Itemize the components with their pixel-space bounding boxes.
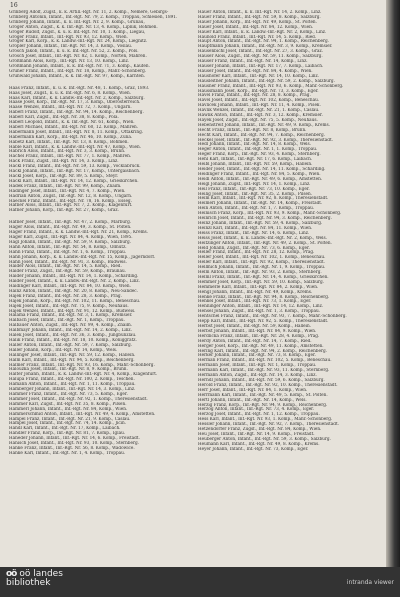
list-entry: Grünwald Johann, Infant., k. k. Inf.-Rgt. Nr. 97, Komp., Kärnten. (9, 73, 146, 78)
list-entry: Hayek Josef, Zugsf., Inf.-Rgt. Nr. 75, 5. Komp., Neuhaus. (198, 117, 318, 122)
list-entry: Heigl Johann, Zugsf., Inf.-Rgt. Nr. 14, 1. Komp., Linz. (198, 181, 311, 186)
list-entry: Hajek Johann, Korp., Inf.-Rgt. Nr. 102, 11. Komp., Beneschau. (9, 298, 141, 303)
list-entry: Hackl Karl, Infant., Inf.-Rgt. Nr. 14, 12. Komp., Grieskirchen. (9, 178, 139, 183)
list-entry: Herdy Anton, Infant., Inf.-Rgt. Nr. 14, 7. Komp., Ried. (198, 338, 312, 343)
list-entry: Herzog Anton, Infant., Inf.-Rgt. Nr. 73, 4. Komp., Eger. (198, 407, 315, 412)
list-entry: Heitzinger Anton, Infant., Inf.-Rgt. Nr. 49, 2. Komp., St. Pölten. (198, 240, 332, 245)
list-entry: Heger Anton, Infant., Inf.-Rgt. Nr. 1, 1. Komp., Troppau. (198, 147, 318, 152)
list-entry: Haussmann Josef, Korp., Inf.-Rgt. Nr. 73, 3. Komp., Eger. (198, 88, 319, 93)
list-entry: Hahn Josef, Infant., Inf.-Rgt. Nr. 91, 3. Komp., Budweis. (9, 259, 127, 264)
list-entry: Hermann Karl, Infant., Inf.-Rgt. Nr. 93, 11. Komp., Sternberg. (198, 368, 330, 373)
list-entry: Hamann Anton, Infant., Inf.-Rgt. Nr. 1, 11. Komp., Troppau. (9, 382, 136, 387)
list-entry: Hebenstreit Johann, Infant., Inf.-Rgt. Nr. 49, 9. Komp., Krems. (198, 122, 330, 127)
list-entry: Hausner Franz, Infant., Inf.-Rgt. Nr. 93, 6. Komp., Mähr.-Schönberg. (198, 83, 344, 88)
list-entry: Haberl Leopold, Infant., k. k. Inf.-Rgt. Nr. 61, Komp., Wien. (9, 120, 135, 125)
list-entry: Havel Franz, Infant., Inf.-Rgt. Nr. 28, 8. Komp., Prag. (198, 93, 311, 98)
list-entry: Hack Franz, Zugsf., Inf.-Rgt. Nr. 14, 3. Komp., Linz. (9, 159, 119, 164)
logo-text-line2: bibliothek (6, 578, 51, 588)
list-entry: Hauer Johann, Korp., Inf.-Rgt. Nr. 49, Komp., St. Pölten. (198, 19, 317, 24)
list-entry: Hackl Franz, Infant., Inf.-Rgt. Nr. 59, 13. Komp., Vöcklabruck. (9, 164, 141, 169)
list-entry: Hallinger Josef, Infant., Inf.-Rgt. Nr. 59, 12. Komp., Hallein. (9, 352, 136, 357)
list-entry: Hausenbichl Josef, Infant., Inf.-Rgt. Nr. 27, 3. Komp., Graz. (198, 49, 323, 54)
list-entry: Haller Anton, Infant., Inf.-Rgt. Nr. 59, 7. Komp., Salzburg. (9, 342, 133, 347)
list-entry: Hauser Alois, Zugsf., Inf.-Rgt. Nr. 59, 11. Komp., Salzburg. (198, 54, 323, 59)
list-entry: Halter Johann, Infant., k. k. Landw.-Inf.-Rgt. Nr. 4, Komp., Klagenfurt. (9, 372, 158, 377)
list-entry: Heller Franz, Infant., Inf.-Rgt. Nr. 28, 12. Komp., Prag. (198, 250, 315, 255)
page-gutter-shadow (386, 0, 400, 567)
list-entry: Handl Karl, Infant., Inf.-Rgt. Nr. 17, Komp., Laibach. (9, 426, 121, 431)
list-entry: Gröpler Johann, Infant., Inf.-Rgt. Nr. 14, 3. Komp., Vöslau. (9, 44, 133, 49)
list-entry: Großmann Johann, Infant., k. k. Inf.-Rgt. Nr. 71, 3. Komp., Kaufen. (9, 63, 150, 68)
list-entry: Hable Karl, Infant., k. k. Landw.-Inf.-Rgt. Nr. 47, Komp., Wien. (9, 144, 142, 149)
list-entry: Herman Franz, Infant., Inf.-Rgt. Nr. 102, 5. Komp., Beneschau. (198, 358, 332, 363)
list-entry: Großmann Alois, Korp., Inf.-Rgt. Nr. 13, 10. Komp., Linz. (9, 59, 130, 64)
list-entry: Halbach Josef, Infant., Inf.-Rgt. Nr. 1, Komp., Troppau. (9, 318, 125, 323)
list-entry: Helml Franz, Infant., Inf.-Rgt. Nr. 14, 4. Komp., Grieskirchen. (198, 274, 329, 279)
list-entry: Heinzl Karl, Infant., Inf.-Rgt. Nr. 84, 11. Komp., Wien. (198, 225, 313, 230)
list-entry: Herbst Josef, Infant., Inf.-Rgt. Nr. 59, Komp., Hallein. (198, 324, 312, 328)
list-entry: Halmer Franz, Infant., Inf.-Rgt. Nr. 93, 16. Komp., Mähr.-Schönberg. (9, 362, 155, 367)
list-entry: Hahn Anton, Infant., Inf.-Rgt. Nr. 54, 8. Komp., Olmütz. (9, 244, 127, 249)
list-entry: Habetz Karl, Infant., Inf.-Rgt. Nr. 13, 8. Komp., Böhmen. (9, 139, 129, 144)
list-entry: Hetzendorfer Franz, Zugsf., Inf.-Rgt. Nr. 84, Komp., Wien. (198, 427, 322, 432)
list-entry: Heimerl Johann, Infant., Inf.-Rgt. Nr. 14, Komp., Freistadt. (198, 201, 323, 206)
list-entry: Haeckel Franz, Infant., Inf.-Rgt. Nr. 78, 16. Komp., Esseg. (9, 198, 132, 203)
list-entry: Heller Josef, Infant., Inf.-Rgt. Nr. 102, 1. Komp., Beneschau. (198, 255, 326, 260)
list-entry: Hentschel Franz, Infant., Inf.-Rgt. Nr. 93, 7. Komp., Mähr.-Schönberg. (198, 314, 347, 319)
list-entry: Hafner Johann, Korp., Inf.-Rgt. Nr. 27, Komp., Graz. (9, 208, 119, 213)
list-entry: Hager Franz, Infant., k. k. Landw.-Inf.-Rgt. Nr. 21, Komp., Krems. (9, 230, 149, 235)
list-entry: Hadek Franz, Infant., Inf.-Rgt. Nr. 99, Komp., Znaim. (9, 183, 122, 188)
list-entry: Haushofer Karl, Infant., Inf.-Rgt. Nr. 14, 10. Komp., Linz. (198, 73, 320, 78)
list-entry: Hamberger Johann, Infant., Inf.-Rgt. Nr. 14, 3. Komp., Linz. (9, 387, 136, 392)
list-entry: Hadrian Anton, Zugsf., Inf.-Rgt. Nr. 12, 8. Komp., Ungarn. (9, 193, 133, 198)
list-entry: Halama Franz, Infant., Inf.-Rgt. Nr. 3, 1. Komp., Kremsier. (9, 313, 133, 318)
list-entry: Heidl Anton, Infant., Inf.-Rgt. Nr. 49, 6. Komp., Amstetten. (198, 176, 323, 181)
list-entry: Grosch Jakob, Infant., k. u. k. Inf.-Rgt. Nr. 52, 2. Komp., Pöls. (9, 49, 139, 54)
viewer-label: intranda viewer (346, 579, 394, 586)
list-entry: Herrmann Karl, Infant., Inf.-Rgt. Nr. 49, 5. Komp., St. Pölten. (198, 392, 328, 397)
list-entry: Heiss Franz, Infant., Inf.-Rgt. Nr. 14, 6. Komp., Linz. (198, 230, 310, 235)
list-entry: Hellmich Johann, Infant., Inf.-Rgt. Nr. 1, 9. Komp., Troppau. (198, 265, 326, 270)
library-logo[interactable] (6, 570, 63, 588)
list-entry: Haunold Franz, Infant., Inf.-Rgt. Nr. 14, 5. Komp., Ried. (198, 34, 317, 39)
list-entry: Haas Karl, Infant., k. k. Landw.-Inf.-Rgt. Nr. 2, Komp., Salzburg. (9, 95, 145, 100)
list-entry: Havlik Wenzel, Infant., Inf.-Rgt. Nr. 21, 1. Komp., Čáslau. (198, 108, 320, 113)
list-entry: Haase Josef, Korp., Inf.-Rgt. Nr. 17, 3. Komp., Oberösterreich. (9, 100, 141, 105)
list-entry: Hager Karl, Zugsf., Inf.-Rgt. Nr. 84, 4. Komp., Wien, 1895. (9, 234, 133, 239)
list-entry: Hahn Johann, Korp., k. k. Landw.-Inf.-Rgt. Nr. 15, Komp., Jägerndorf. (9, 254, 156, 259)
list-entry: Hemmer Josef, Korp., Inf.-Rgt. Nr. 59, 10. Komp., Salzburg. (198, 279, 324, 284)
left-column (9, 10, 194, 456)
list-entry: Hampel Josef, Infant., Inf.-Rgt. Nr. 74, 14. Komp., Jičín. (9, 421, 127, 426)
list-entry: Herndl Johann, Infant., Inf.-Rgt. Nr. 59, 6. Komp., Salzburg. (198, 377, 325, 382)
list-entry: Hajek Franz, Infant., Inf.-Rgt. Nr. 28, 3. Komp., Prag. (9, 293, 122, 298)
list-entry: Haberl Franz, Infant., Inf.-Rgt. Nr. 94, 14. Komp., Reichenberg. (9, 110, 144, 115)
list-entry: Gröger Rudolf, Zugsf., k. u. k. Inf.-Rgt. Nr. 10, 1. Komp., Liegau, (9, 29, 146, 34)
list-entry: Gröger Karl, Korp., k. k. Landw.-Inf.-Rgt. Nr. 24, Komp., Liegnitz. (9, 39, 148, 44)
list-entry: Heger Franz, Korp., Inf.-Rgt. Nr. 93, 4. Komp., Sternberg. (198, 152, 321, 157)
list-entry: Haider Johann, Infant., Inf.-Rgt. Nr. 14, 1. Komp., Schärding. (9, 274, 139, 279)
list-entry: Hajek Josef, Infant., Inf.-Rgt. Nr. 75, 9. Komp., Neuhaus. (9, 303, 129, 308)
list-entry: Hanke Franz, Infant., Inf.-Rgt. Nr. 56, 8. Komp., Wadowice. (9, 445, 135, 450)
list-entry: Heckel Josef, Infant., Inf.-Rgt. Nr. 92, 3. Komp., Theresienstadt. (198, 137, 333, 142)
list-entry: Haupt Anton, Infant., Inf.-Rgt. Nr. 94, 1. Komp., Reichenberg. (198, 39, 329, 44)
list-entry: Hedl Johann, Infant., Inf.-Rgt. Nr. 14, 8. Komp., Wels. (198, 142, 312, 147)
list-entry: Hertl Johann, Infant., Inf.-Rgt. Nr. 14, Komp., Wels. (198, 397, 307, 402)
list-entry: Henke Franz, Infant., Inf.-Rgt. Nr. 94, 8. Komp., Reichenberg. (198, 294, 330, 299)
list-entry: Herker Johann, Infant., Inf.-Rgt. Nr. 73, 8. Komp., Eger. (198, 353, 316, 358)
list-entry: Gröger Anton, Zugsf., k. k. Inf.-Rgt. Nr. 13, 4. Komp., Lipnik, Böhmen. (9, 24, 158, 29)
list-entry: Heider Josef, Infant., Inf.-Rgt. Nr. 14, 11. Komp., Schärding. (198, 167, 326, 171)
list-entry: Herzog Josef, Infant., Inf.-Rgt. Nr. 1, 12. Komp., Troppau. (198, 412, 320, 417)
list-entry: Heuberger Anton, Infant., Inf.-Rgt. Nr. 59, 3. Komp., Salzburg. (198, 436, 331, 441)
list-entry: Hauer Karl, Infant., k. k. Landw.-Inf.-Rgt. Nr. 2, Komp., Linz. (198, 29, 327, 34)
list-entry: Heller Karl, Infant., Inf.-Rgt. Nr. 92, Komp., Theresienstadt. (198, 260, 325, 265)
list-entry: Hein Anton, Infant., Inf.-Rgt. Nr. 1, 7. Komp., Troppau. (198, 206, 315, 211)
list-entry: Hampel Franz, Infant., Inf.-Rgt. Nr. 21, 9. Komp., Čáslau. (9, 416, 131, 421)
list-entry: Halm Karl, Infant., Inf.-Rgt. Nr. 94, 5. Komp., Reichenberg. (9, 357, 135, 362)
list-entry: Hermann Josef, Infant., Inf.-Rgt. Nr. 1, Komp., Troppau. (198, 363, 317, 368)
list-entry: Habrich Alois, Infant., Inf.-Rgt. Nr. 3, 3. Komp., Brünn. (9, 149, 126, 154)
list-entry: Hammer Josef, Infant., Inf.-Rgt. Nr. 92, 1. Komp., Theresienstadt. (9, 396, 148, 401)
list-entry: Hepp Karl, Infant., Inf.-Rgt. Nr. 92, 5. Komp., Theresienstadt. (198, 319, 329, 324)
list-entry: Halik Franz, Infant., Inf.-Rgt. Nr. 18, 10. Komp., Königgrätz. (9, 338, 137, 342)
list-entry: Herr Josef, Infant., Inf.-Rgt. Nr. 84, 1. Komp., Wien. (198, 387, 308, 392)
list-entry: Hauer Franz, Infant., Inf.-Rgt. Nr. 59, 8. Komp., Salzburg. (198, 14, 321, 19)
list-entry: Halouzka Josef, Infant., Inf.-Rgt. Nr. 8, 9. Komp., Brünn. (9, 367, 128, 372)
list-entry: Grinberg Johann, Infant., k. k. Inf.-Rgt. Nr. 2, 9. Komp., Grünau, (9, 19, 145, 24)
list-entry: Habermann Josef, Infant., Inf.-Rgt. Nr. 8, 11. Komp., Ottakring. (9, 129, 144, 134)
page-number: 16 (10, 2, 18, 9)
list-entry: Heumann Karl, Infant., Inf.-Rgt. Nr. 49, 8. Komp., Krems. (198, 441, 320, 446)
list-entry: Haas Josef, Zugsf., k. u. k. Inf.-Rgt. Nr. 6, 8. Komp., Wien. (9, 90, 132, 95)
list-entry: Heyer Johann, Infant., Inf.-Rgt. Nr. 73, Komp., Eger. (198, 446, 309, 451)
list-entry: Hammerl Johann, Infant., Inf.-Rgt. Nr. 84, Komp., Wien. (9, 406, 128, 411)
list-entry: Hager Alois, Infant., Inf.-Rgt. Nr. 49, 3. Komp., St. Pölten. (9, 225, 132, 230)
right-column (198, 10, 382, 452)
list-entry: Hagl Johann, Infant., Inf.-Rgt. Nr. 59, 9. Komp., Salzburg. (9, 239, 132, 244)
list-entry: Haneder Johann, Infant., Inf.-Rgt. Nr. 14, 6. Komp., Freistadt. (9, 436, 140, 441)
list-entry: Halbmayr Johann, Infant., Inf.-Rgt. Nr. 14, 2. Komp., Linz. (9, 328, 132, 333)
list-entry: Heinisch Franz, Korp., Inf.-Rgt. Nr. 93, 9. Komp., Mähr.-Schönberg. (198, 211, 342, 216)
list-entry: Haas Franz, Infant., k. u. k. Inf.-Rgt. Nr. 48, 1. Komp., Graz, 1893. (9, 85, 150, 90)
list-entry: Heiss Josef, Infant., k. k. Landw.-Inf.-Rgt. Nr. 2, Komp., Wels. (198, 235, 327, 240)
list-entry: Hauser Franz, Infant., Inf.-Rgt. Nr. 14, Komp., Linz. (198, 59, 308, 64)
list-entry: Held Johann, Zugsf., Inf.-Rgt. Nr. 73, 6. Komp., Eger. (198, 245, 310, 250)
list-entry: Halupa Franz, Infant., Inf.-Rgt. Nr. 100, 2. Komp., Teschen. (9, 377, 135, 382)
list-entry: Gröger Franz, Infant., Inf.-Rgt. Nr. 93, 12. Komp., Wien. (9, 34, 128, 39)
list-entry: Heinz Johann, Infant., Inf.-Rgt. Nr. 59, 4. Komp., Salzburg. (198, 220, 323, 225)
list-entry: Haider Alois, Infant., Inf.-Rgt. Nr. 14, 5. Komp., Ried. (9, 264, 122, 269)
list-entry: Herdlicka Franz, Infant., Inf.-Rgt. Nr. 28, 4. Komp., Prag. (198, 333, 320, 338)
list-entry: Hess Karl, Infant., Inf.-Rgt. Nr. 93, 1. Komp., Mähr.-Schönberg. (198, 417, 333, 422)
list-entry: Grüner Franz, Infant., Inf.-Rgt. Nr. 18, Komp., Mähr.-Schönberg. (9, 68, 147, 73)
list-entry: Henninger Anton, Infant., Inf.-Rgt. Nr. 14, 12. Komp., Linz. (198, 304, 324, 309)
list-entry: Hachel Franz, Infant., Inf.-Rgt. Nr. 77, 1. Komp., Mähren. (9, 154, 132, 159)
list-entry: Hafner Josef, Infant., Inf.-Rgt. Nr. 47, 2. Komp., Marburg. (9, 220, 132, 225)
list-entry: Havel Josef, Infant., Inf.-Rgt. Nr. 102, Komp., Beneschau. (198, 98, 320, 103)
list-entry: Heidinger Franz, Infant., Inf.-Rgt. Nr. 84, 5. Komp., Wien. (198, 171, 321, 176)
list-entry: Hensel Johann, Zugsf., Inf.-Rgt. Nr. 1, 3. Komp., Troppau. (198, 309, 320, 314)
list-entry: Hackl Josef, Korp., Inf.-Rgt. Nr. 89, 5. Komp., Steyr. (9, 174, 119, 178)
list-entry: Hammerschmid Anton, Infant., Inf.-Rgt. Nr. 49, 4. Komp., Amstetten. (9, 411, 156, 416)
list-entry: Hainz Anton, Infant., Inf.-Rgt. Nr. 20, 8. Komp., Neu-Sandec. (9, 288, 138, 293)
section-gap (9, 79, 194, 86)
list-entry: Hahn Franz, Infant., Inf.-Rgt. Nr. 1, 6. Komp., Troppau. (9, 249, 127, 254)
list-entry: Haider Franz, Zugsf., Inf.-Rgt. Nr. 59, Komp., Braunau. (9, 269, 126, 274)
list-entry: Halbauer Anton, Zugsf., Inf.-Rgt. Nr. 99, 4. Komp., Znaim. (9, 323, 133, 328)
list-entry: Hauser Johann, Infant., Inf.-Rgt. Nr. 17, 7. Komp., Laibach. (198, 63, 324, 68)
list-entry: Hawlik Anton, Infant., Inf.-Rgt. Nr. 3, 12. Komp., Kremsier. (198, 113, 323, 118)
list-entry: Grinberg Adolf, Zugsf., k. k. Artill.-Rgt. Nr. 11, 2. Komp., Nemere, Gebirgs- (9, 10, 169, 14)
list-entry: Hengl Johann, Infant., Inf.-Rgt. Nr. 49, Komp., Krems. (198, 289, 313, 294)
list-entry: Hemmerle Karl, Infant., Inf.-Rgt. Nr. 84, 2. Komp., Wien. (198, 284, 319, 289)
list-entry: Haberl Michael, Infant., Inf.-Rgt. Nr. 60, 12. Komp., Mähren. (9, 124, 139, 129)
section-gap (9, 213, 194, 220)
list-entry: Hammer Franz, Infant., Inf.-Rgt. Nr. 73, 5. Komp., Eger. (9, 391, 128, 396)
list-entry: Hanisch Josef, Infant., Inf.-Rgt. Nr. 93, 10. Komp., Sternberg. (9, 441, 139, 446)
list-entry: Hackl Johann, Infant., Inf.-Rgt. Nr. 17, Komp., Untergaisbach. (9, 169, 141, 174)
list-entry: Handler Franz, Korp., Inf.-Rgt. Nr. 81, 7. Komp., Iglau. (9, 431, 126, 436)
list-entry: Hafner Alois, Infant., Inf.-Rgt. Nr. 7, 2. Komp., Klagenfurt. (9, 203, 133, 208)
list-entry: Hecht Franz, Infant., Inf.-Rgt. Nr. 8, Komp., Brünn. (198, 127, 307, 132)
list-entry: Heibl Johann, Infant., Inf.-Rgt. Nr. 59, Komp., Hallein. (198, 162, 313, 167)
list-entry: Heinrich Josef, Infant., Inf.-Rgt. Nr. 94, 3. Komp., Reichenberg. (198, 216, 332, 221)
list-entry: Hauptmann Johann, Infant., Inf.-Rgt. Nr. 3, 9. Komp., Kremsier. (198, 44, 333, 49)
list-entry: Havlicek Johann, Infant., Inf.-Rgt. Nr. 11, 4. Komp., Pisek. (198, 103, 321, 108)
list-entry: Hessler Johann, Infant., Inf.-Rgt. Nr. 92, 7. Komp., Theresienstadt. (198, 422, 339, 427)
list-entry: Hanke Karl, Infant., Inf.-Rgt. Nr. 1, 4. Komp., Troppau. (9, 450, 126, 455)
list-entry: Hauer Josef, Infant., Inf.-Rgt. Nr. 84, 12. Komp., Wien. (198, 24, 314, 29)
list-entry: Grosch Josef, Infant., Inf.-Rgt. Nr. 82, 1. Komp., Nörten, Mähren. (9, 54, 147, 59)
list-entry: Herzig Franz, Korp., Inf.-Rgt. Nr. 94, 9. Komp., Reichenberg. (198, 402, 328, 407)
list-entry: Hausleitner Johann, Infant., Inf.-Rgt. Nr. 59, 2. Komp., Salzburg. (198, 78, 335, 83)
list-entry: Grinberg Antonin, Infant., Inf.-Rgt. Nr. 79, 2. Komp., Troppau, Schlesien, 1891. (9, 14, 178, 19)
list-entry: Hecht Karl, Infant., Inf.-Rgt. Nr. 94, 7. Komp., Reichenberg. (198, 132, 325, 137)
list-entry: Hering Karl, Infant., Inf.-Rgt. Nr. 94, 2. Komp., Reichenberg. (198, 348, 327, 353)
list-entry: Herger Josef, Korp., Inf.-Rgt. Nr. 49, 11. Komp., Amstetten. (198, 343, 324, 348)
list-entry: Heu Josef, Infant., Inf.-Rgt. Nr. 14, 9. Komp., Freistadt. (198, 431, 315, 436)
logo-text-line1: oö landes (19, 569, 63, 579)
list-entry: Hauser Josef, Infant., Inf.-Rgt. Nr. 84, 4. Komp., Wien. (198, 68, 313, 73)
list-entry: Haberl Karl, Zugsf., Inf.-Rgt. Nr. 38, 8. Komp., Pola. (9, 115, 119, 120)
list-entry: Henkel Josef, Infant., Inf.-Rgt. Nr. 73, 1. Komp., Eger. (198, 299, 312, 304)
list-entry: Heil Franz, Infant., Inf.-Rgt. Nr. 73, 10. Komp., Eger. (198, 186, 310, 191)
list-entry: Haase Wenzel, Infant., Inf.-Rgt. Nr. 72, 7. Komp., Ungarn. (9, 105, 132, 110)
list-entry: Hehl Karl, Infant., Inf.-Rgt. Nr. 17, 6. Komp., Laibach. (198, 157, 313, 162)
list-entry: Haider Josef, Infant., k. k. Landw.-Inf.-Rgt. Nr. 2, Komp., Linz. (9, 279, 140, 284)
list-entry: Haller Johann, Korp., Inf.-Rgt. Nr. 14, Komp., Wels. (9, 347, 118, 352)
list-entry: Hammer Karl, Zugsf., Inf.-Rgt. Nr. 35, 8. Komp., Pilsen. (9, 401, 127, 406)
list-entry: Hajek Wenzel, Infant., Inf.-Rgt. Nr. 91, 12. Komp., Budweis. (9, 308, 136, 313)
list-entry: Herbst Johann, Infant., Inf.-Rgt. Nr. 84, 9. Komp., Wien. (198, 328, 317, 333)
list-entry: Herold Franz, Infant., Inf.-Rgt. Nr. 92, 10. Komp., Theresienstadt. (198, 382, 338, 387)
list-entry: Heilig Josef, Infant., Inf.-Rgt. Nr. 35, 2. Komp., Pilsen. (198, 191, 313, 196)
list-entry: Helm Anton, Infant., Inf.-Rgt. Nr. 93, 2. Komp., Sternberg. (198, 270, 322, 275)
list-entry: Halek Josef, Infant., Inf.-Rgt. Nr. 36, 3. Komp., Jungbunzlau. (9, 333, 137, 338)
list-entry: Habermann Karl, Korp., Inf.-Rgt. Nr. 46, 10. Komp., Zuna. (9, 134, 133, 139)
list-entry: Hermann Anton, Zugsf., Inf.-Rgt. Nr. 14, 3. Komp., Linz. (198, 373, 317, 378)
list-entry: Heim Karl, Infant., Inf.-Rgt. Nr. 92, 8. Komp., Theresienstadt. (198, 196, 329, 201)
list-entry: Hauer Anton, Infant., k. k. Inf.-Rgt. Nr. 14, 2. Komp., Linz. (198, 10, 322, 14)
logo-icon: oö (6, 569, 17, 579)
list-entry: Hadinger Josef, Infant., Inf.-Rgt. Nr. 4, 7. Komp., Wien. (9, 188, 126, 193)
list-entry: Haidinger Karl, Infant., Inf.-Rgt. Nr. 84, 10. Komp., Wien. (9, 284, 131, 289)
